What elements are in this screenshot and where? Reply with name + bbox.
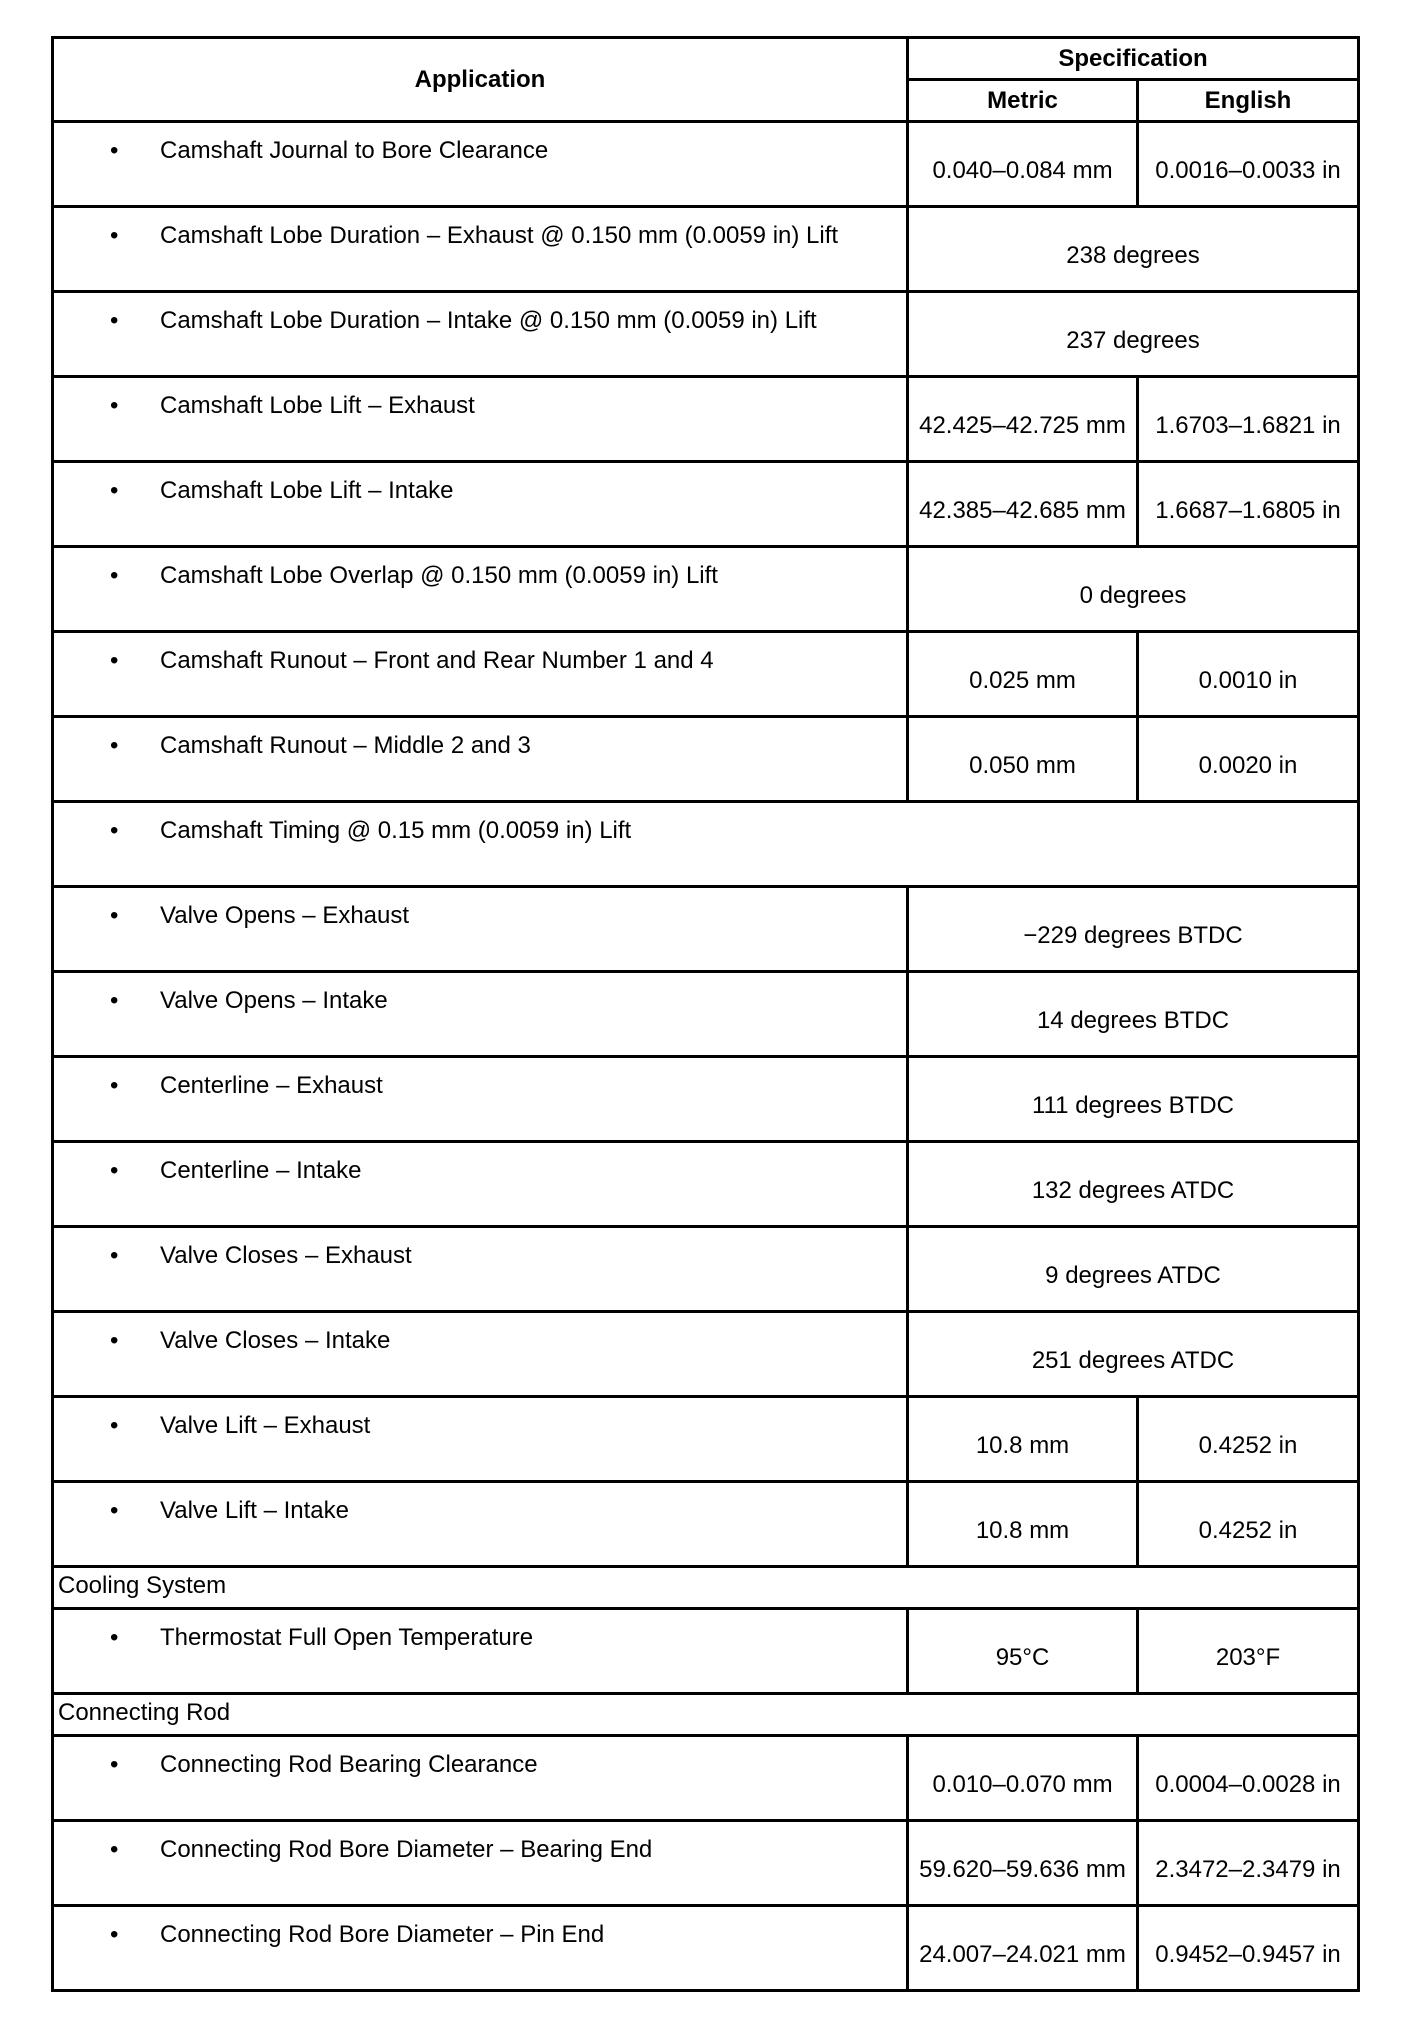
- metric-value: 59.620–59.636 mm: [908, 1821, 1138, 1906]
- table-row: [53, 122, 1359, 207]
- table-row: [53, 1482, 1359, 1567]
- metric-value: 24.007–24.021 mm: [908, 1906, 1138, 1991]
- metric-value: 0.010–0.070 mm: [908, 1736, 1138, 1821]
- table-row: [53, 1906, 1359, 1991]
- metric-value: 10.8 mm: [908, 1397, 1138, 1482]
- bullet-icon: •: [110, 562, 119, 589]
- bullet-icon: •: [110, 137, 119, 164]
- application-cell: [53, 887, 908, 972]
- table-row: [53, 972, 1359, 1057]
- application-cell: [53, 1609, 908, 1694]
- bullet-icon: •: [110, 477, 119, 504]
- application-label: Camshaft Lobe Lift – Exhaust: [160, 392, 475, 419]
- specification-value: −229 degrees BTDC: [908, 887, 1359, 972]
- bullet-icon: •: [110, 1412, 119, 1439]
- application-label: Camshaft Lobe Overlap @ 0.150 mm (0.0059 in) Lift: [160, 562, 718, 589]
- application-label: Valve Closes – Exhaust: [160, 1242, 412, 1269]
- bullet-icon: •: [110, 1921, 119, 1948]
- application-cell: [53, 1397, 908, 1482]
- application-label: Connecting Rod Bearing Clearance: [160, 1751, 538, 1778]
- application-label: Connecting Rod Bore Diameter – Bearing End: [160, 1836, 653, 1863]
- bullet-icon: •: [110, 732, 119, 759]
- application-label: Valve Lift – Intake: [160, 1497, 349, 1524]
- metric-value: 0.050 mm: [908, 717, 1138, 802]
- metric-value: 0.040–0.084 mm: [908, 122, 1138, 207]
- english-value: 2.3472–2.3479 in: [1138, 1821, 1359, 1906]
- application-label: Camshaft Lobe Duration – Intake @ 0.150 mm (0.0059 in) Lift: [160, 307, 817, 334]
- specification-value: 132 degrees ATDC: [908, 1142, 1359, 1227]
- bullet-icon: •: [110, 1242, 119, 1269]
- application-label: Valve Closes – Intake: [160, 1327, 391, 1354]
- application-label: Camshaft Journal to Bore Clearance: [160, 137, 549, 164]
- bullet-icon: •: [110, 1624, 119, 1651]
- header-specification: Specification: [908, 38, 1359, 80]
- header-application: Application: [53, 38, 908, 122]
- bullet-icon: •: [110, 647, 119, 674]
- bullet-icon: •: [110, 222, 119, 249]
- application-label: Valve Opens – Exhaust: [160, 902, 410, 929]
- bullet-icon: •: [110, 392, 119, 419]
- section-header-row: [53, 1694, 1359, 1736]
- specification-value: 251 degrees ATDC: [908, 1312, 1359, 1397]
- specification-value: 0 degrees: [908, 547, 1359, 632]
- bullet-icon: •: [110, 1157, 119, 1184]
- table-row: [53, 377, 1359, 462]
- application-cell: [53, 377, 908, 462]
- english-value: 0.4252 in: [1138, 1397, 1359, 1482]
- table-row: [53, 207, 1359, 292]
- table-row: [53, 1142, 1359, 1227]
- header-metric: Metric: [908, 80, 1138, 122]
- table-row: [53, 1397, 1359, 1482]
- table-row: [53, 1736, 1359, 1821]
- table-row: [53, 802, 1359, 887]
- application-cell: [53, 1736, 908, 1821]
- metric-value: 0.025 mm: [908, 632, 1138, 717]
- bullet-icon: •: [110, 1072, 119, 1099]
- bullet-icon: •: [110, 307, 119, 334]
- application-cell: [53, 1227, 908, 1312]
- english-value: 0.0020 in: [1138, 717, 1359, 802]
- application-label: Camshaft Runout – Middle 2 and 3: [160, 732, 531, 759]
- header-english: English: [1138, 80, 1359, 122]
- application-cell: [53, 1482, 908, 1567]
- specification-value: 237 degrees: [908, 292, 1359, 377]
- bullet-icon: •: [110, 817, 119, 844]
- application-cell: [53, 972, 908, 1057]
- application-cell: [53, 632, 908, 717]
- bullet-icon: •: [110, 1751, 119, 1778]
- bullet-icon: •: [110, 1836, 119, 1863]
- metric-value: 42.385–42.685 mm: [908, 462, 1138, 547]
- table-row: [53, 1609, 1359, 1694]
- english-value: 0.0004–0.0028 in: [1138, 1736, 1359, 1821]
- application-cell: [53, 1906, 908, 1991]
- section-title: Connecting Rod: [53, 1694, 1359, 1736]
- section-title: Cooling System: [53, 1567, 1359, 1609]
- application-cell: [53, 292, 908, 377]
- bullet-icon: •: [110, 987, 119, 1014]
- table-row: [53, 717, 1359, 802]
- english-value: 0.9452–0.9457 in: [1138, 1906, 1359, 1991]
- specification-table: [51, 36, 1360, 1992]
- application-label: Centerline – Intake: [160, 1157, 362, 1184]
- table-row: [53, 547, 1359, 632]
- application-cell: [53, 1057, 908, 1142]
- application-cell: [53, 1821, 908, 1906]
- metric-value: 42.425–42.725 mm: [908, 377, 1138, 462]
- application-cell: [53, 1312, 908, 1397]
- bullet-icon: •: [110, 902, 119, 929]
- bullet-icon: •: [110, 1327, 119, 1354]
- table-row: [53, 1821, 1359, 1906]
- application-label: Thermostat Full Open Temperature: [160, 1624, 534, 1651]
- table-header: [53, 38, 1359, 122]
- table-row: [53, 887, 1359, 972]
- english-value: 203°F: [1138, 1609, 1359, 1694]
- application-label: Camshaft Lobe Lift – Intake: [160, 477, 454, 504]
- table-row: [53, 462, 1359, 547]
- specification-value: 14 degrees BTDC: [908, 972, 1359, 1057]
- application-label: Centerline – Exhaust: [160, 1072, 383, 1099]
- english-value: 0.4252 in: [1138, 1482, 1359, 1567]
- specification-value: 238 degrees: [908, 207, 1359, 292]
- application-label: Valve Lift – Exhaust: [160, 1412, 371, 1439]
- application-label: Connecting Rod Bore Diameter – Pin End: [160, 1921, 605, 1948]
- english-value: 0.0010 in: [1138, 632, 1359, 717]
- table-row: [53, 632, 1359, 717]
- specification-value: 111 degrees BTDC: [908, 1057, 1359, 1142]
- metric-value: 10.8 mm: [908, 1482, 1138, 1567]
- table-row: [53, 1057, 1359, 1142]
- table-body: [53, 122, 1359, 1991]
- application-cell: [53, 717, 908, 802]
- section-header-row: [53, 1567, 1359, 1609]
- application-cell: [53, 1142, 908, 1227]
- application-cell: [53, 802, 1359, 887]
- table-row: [53, 1227, 1359, 1312]
- application-cell: [53, 207, 908, 292]
- table-row: [53, 292, 1359, 377]
- application-cell: [53, 122, 908, 207]
- bullet-icon: •: [110, 1497, 119, 1524]
- english-value: 0.0016–0.0033 in: [1138, 122, 1359, 207]
- application-cell: [53, 462, 908, 547]
- specification-value: 9 degrees ATDC: [908, 1227, 1359, 1312]
- application-label: Valve Opens – Intake: [160, 987, 388, 1014]
- english-value: 1.6687–1.6805 in: [1138, 462, 1359, 547]
- table-row: [53, 1312, 1359, 1397]
- application-label: Camshaft Runout – Front and Rear Number 1 and 4: [160, 647, 714, 674]
- application-cell: [53, 547, 908, 632]
- application-label: Camshaft Lobe Duration – Exhaust @ 0.150 mm (0.0059 in) Lift: [160, 222, 839, 249]
- application-label: Camshaft Timing @ 0.15 mm (0.0059 in) Lift: [160, 817, 632, 844]
- metric-value: 95°C: [908, 1609, 1138, 1694]
- english-value: 1.6703–1.6821 in: [1138, 377, 1359, 462]
